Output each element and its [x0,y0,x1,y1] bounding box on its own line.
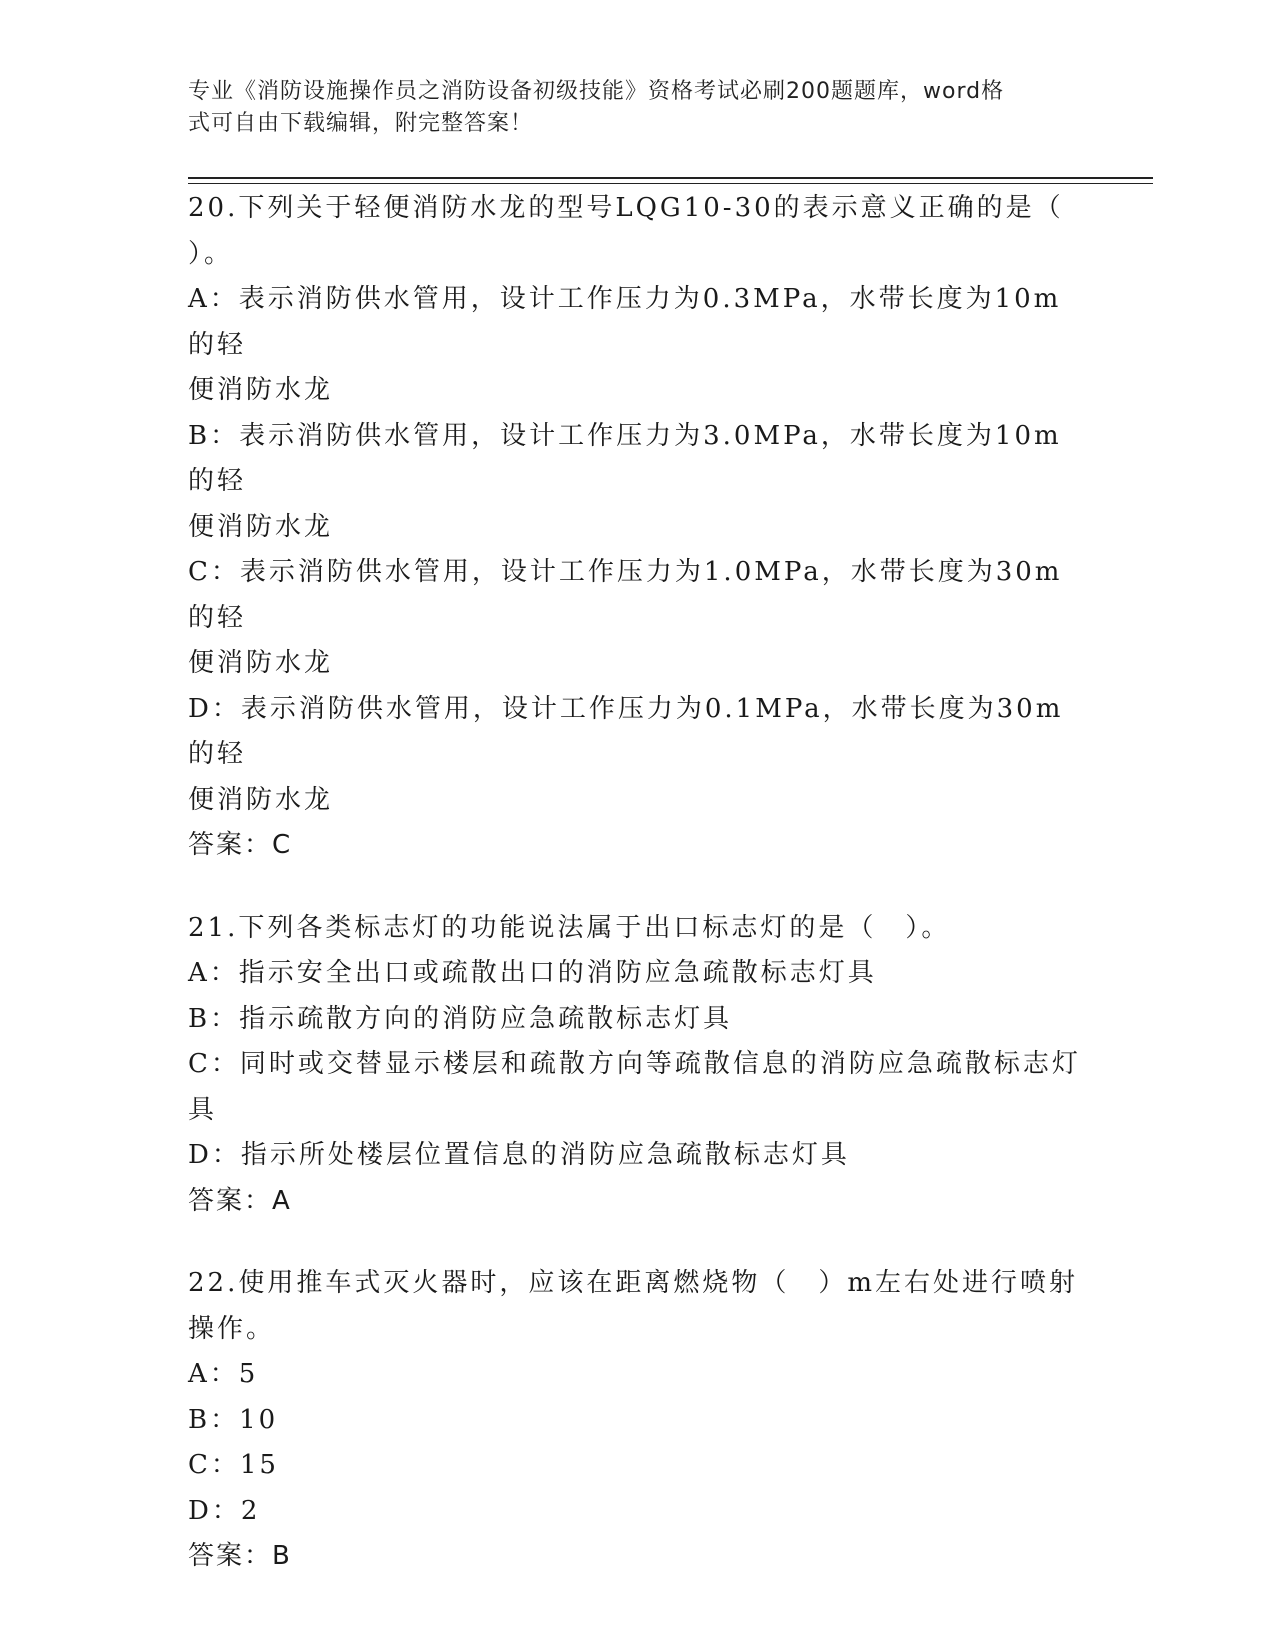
option-d: D：2 [188,1495,261,1526]
option-d-cont: 便消防水龙 [188,784,334,815]
option-d: D：表示消防供水管用，设计工作压力为0.1MPa，水带长度为30m的轻 [188,693,1064,769]
option-a: A：指示安全出口或疏散出口的消防应急疏散标志灯具 [188,958,877,988]
question-stem: 操作。 [188,1313,276,1344]
header-line-1: 专业《消防设施操作员之消防设备初级技能》资格考试必刷200题题库，word格 [188,79,1005,104]
question-21 [188,906,1088,1225]
option-b-cont: 便消防水龙 [188,511,334,542]
question-spacer [188,1224,1088,1261]
question-22 [188,1261,1088,1580]
option-a-cont: 便消防水龙 [188,375,334,405]
answer-label: 答案：A [188,1185,292,1216]
answer-label: 答案：C [188,830,293,860]
header-divider-thin [188,183,1153,184]
option-d: D：指示所处楼层位置信息的消防应急疏散标志灯具 [188,1140,850,1170]
question-stem: ）。 [188,238,234,269]
option-c-cont: 便消防水龙 [188,648,334,678]
header-line-2: 式可自由下载编辑，附完整答案！ [188,111,534,136]
question-stem: 20.下列关于轻便消防水龙的型号LQG10-30的表示意义正确的是（ [188,193,1064,223]
answer-label: 答案：B [188,1541,292,1571]
document-header [188,76,1068,140]
option-a: A：5 [188,1359,259,1389]
option-b: B：10 [188,1404,279,1435]
question-stem: 22.使用推车式灭火器时，应该在距离燃烧物（ ）m左右处进行喷射 [188,1268,1079,1298]
option-c: C：同时或交替显示楼层和疏散方向等疏散信息的消防应急疏散标志灯 [188,1049,1081,1079]
header-divider-thick [188,177,1153,179]
question-stem: 21.下列各类标志灯的功能说法属于出口标志灯的是（ ）。 [188,912,951,943]
option-c: C：表示消防供水管用，设计工作压力为1.0MPa，水带长度为30m的轻 [188,557,1063,633]
option-b: B：指示疏散方向的消防应急疏散标志灯具 [188,1003,733,1034]
question-list [188,186,1088,1580]
option-b: B：表示消防供水管用，设计工作压力为3.0MPa，水带长度为10m的轻 [188,420,1062,496]
option-c-cont: 具 [188,1094,218,1125]
question-20 [188,186,1088,869]
option-a: A：表示消防供水管用，设计工作压力为0.3MPa，水带长度为10m的轻 [188,284,1062,360]
option-c: C：15 [188,1450,279,1480]
question-spacer [188,869,1088,906]
